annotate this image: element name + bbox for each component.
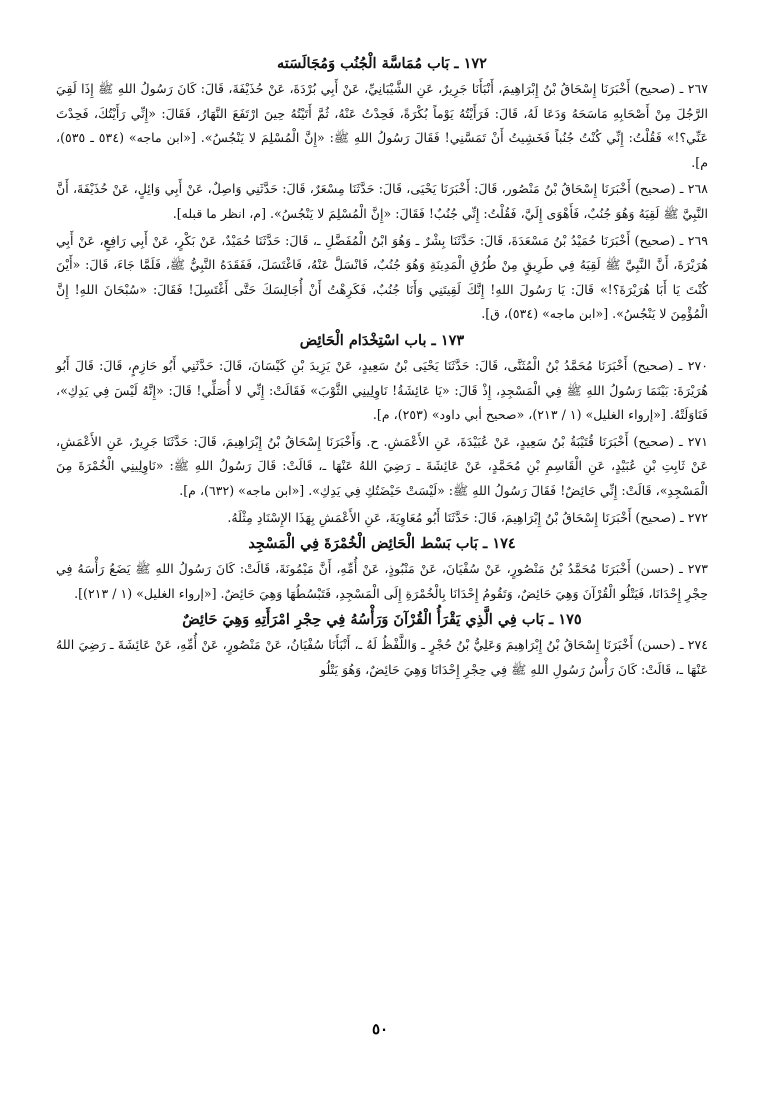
hadith-274: ٢٧٤ ـ (حسن) أَخْبَرَنَا إِسْحَاقُ بْنُ إِبْرَاهِيمَ وَعَلِيُّ بْنُ حُجْرٍ ـ وَاللَّفْظُ لَهُ ـ، أَنْبَأَنَا سُفْيَانُ، عَنْ مَنْصُورٍ، عَنْ أُمِّهِ، عَنْ عَائِشَةَ ـ رَضِيَ اللهُ عَنْهَا ـ، قَالَتْ: كَانَ رَأْسُ رَسُولِ اللهِ ﷺ فِي حِجْرِ إِحْدَانَا وَهِيَ حَائِضٌ، وَهُوَ يَتْلُو	[56, 637, 708, 677]
hadith-267: ٢٦٧ ـ (صحيح) أَخْبَرَنَا إِسْحَاقُ بْنُ إِبْرَاهِيمَ، أَنْبَأَنَا جَرِيرٌ، عَنِ الشَّيْبَانِيِّ، عَنْ أَبِي بُرْدَةَ، عَنْ حُذَيْفَةَ، قَالَ: كَانَ رَسُولُ اللهِ ﷺ إِذَا لَقِيَ الرَّجُلَ مِنْ أَصْحَابِهِ مَاسَحَهُ وَدَعَا لَهُ، قَالَ: فَرَأَيْتُهُ يَوْماً بُكْرَةً، فَحِدْتُ عَنْهُ، ثُمَّ أَتَيْتُهُ حِينَ ارْتَفَعَ النَّهَارُ، فَقَالَ: «إِنِّي رَأَيْتُكَ، فَحِدْتَ عَنِّي؟!» فَقُلْتُ: إِنِّي كُنْتُ جُنُباً فَخَشِيتُ أَنْ تَمَسَّنِي! فَقَالَ رَسُولُ اللهِ ﷺ: «إِنَّ الْمُسْلِمَ لا يَنْجُسُ». [«ابن ماجه» (٥٣٤ ـ ٥٣٥)، م].	[56, 81, 708, 170]
hadith-272: ٢٧٢ ـ (صحيح) أَخْبَرَنَا إِسْحَاقُ بْنُ إِبْرَاهِيمَ، قَالَ: حَدَّثَنَا أَبُو مُعَاوِيَةَ، عَنِ الأَعْمَشِ بِهَذَا الإِسْنَادِ مِثْلَهُ.	[227, 509, 708, 525]
chapter-heading-172: ١٧٢ ـ بَاب مُمَاسَّة الْجُنُب وَمُجَالَسَته	[277, 55, 487, 72]
hadith-271: ٢٧١ ـ (صحيح) أَخْبَرَنَا قُتَيْبَةُ بْنُ سَعِيدٍ، عَنْ عُبَيْدَةَ، عَنِ الأَعْمَشِ. ح. وَأَخْبَرَنَا إِسْحَاقُ بْنُ إِبْرَاهِيمَ، قَالَ: حَدَّثَنَا جَرِيرٌ، عَنِ الأَعْمَشِ، عَنْ ثَابِتِ بْنِ عُبَيْدٍ، عَنِ الْقَاسِمِ بْنِ مُحَمَّدٍ، عَنْ عَائِشَةَ ـ رَضِيَ اللهُ عَنْهَا ـ، قَالَتْ: قَالَ رَسُولُ اللهِ ﷺ: «نَاوِلِينِي الْخُمْرَةَ مِنَ الْمَسْجِدِ»، قَالَتْ: إِنِّي حَائِضٌ! فَقَالَ رَسُولُ اللهِ ﷺ: «لَيْسَتْ حَيْضَتُكِ فِي يَدِكِ». [«ابن ماجه» (٦٣٢)، م].	[56, 433, 709, 498]
page-number: ٥٠	[371, 1020, 389, 1038]
hadith-269: ٢٦٩ ـ (صحيح) أَخْبَرَنَا حُمَيْدُ بْنُ مَسْعَدَةَ، قَالَ: حَدَّثَنَا بِشْرٌ ـ وَهُوَ ابْنُ الْمُفَضَّلِ ـ، قَالَ: حَدَّثَنَا حُمَيْدٌ، عَنْ بَكْرٍ، عَنْ أَبِي رَافِعٍ، عَنْ أَبِي هُرَيْرَةَ، أَنَّ النَّبِيَّ ﷺ لَقِيَهُ فِي طَرِيقٍ مِنْ طُرُقِ الْمَدِينَةِ وَهُوَ جُنُبٌ، فَانْسَلَّ عَنْهُ، فَاغْتَسَلَ، فَفَقَدَهُ النَّبِيُّ ﷺ، فَلَمَّا جَاءَ، قَالَ: «أَيْنَ كُنْتَ يَا أَبَا هُرَيْرَةَ؟!» قَالَ: يَا رَسُولَ اللهِ! إِنَّكَ لَقِيتَنِي وَأَنَا جُنُبٌ، فَكَرِهْتُ أَنْ أُجَالِسَكَ حَتَّى أَغْتَسِلَ! فَقَالَ: «سُبْحَانَ اللهِ! إِنَّ الْمُؤْمِنَ لا يَنْجُسُ». [«ابن ماجه» (٥٣٤)، ق].	[56, 232, 709, 322]
hadith-270: ٢٧٠ ـ (صحيح) أَخْبَرَنَا مُحَمَّدُ بْنُ الْمُثَنَّى، قَالَ: حَدَّثَنَا يَحْيَى بْنُ سَعِيدٍ، عَنْ يَزِيدَ بْنِ كَيْسَانَ، قَالَ: حَدَّثَنِي أَبُو حَازِمٍ، قَالَ: قَالَ أَبُو هُرَيْرَةَ: بَيْنَمَا رَسُولُ اللهِ ﷺ فِي الْمَسْجِدِ، إِذْ قَالَ: «يَا عَائِشَةُ! نَاوِلِينِي الثَّوْبَ» فَقَالَتْ: إِنِّي لا أُصَلِّي! قَالَ: «إِنَّهُ لَيْسَ فِي يَدِكِ»، فَنَاوَلَتْهُ. [«إرواء الغليل» (١ / ٢١٣)، «صحيح أبي داود» (٢٥٣)، م].	[56, 357, 708, 423]
hadith-273: ٢٧٣ ـ (حسن) أَخْبَرَنَا مُحَمَّدُ بْنُ مَنْصُورٍ، عَنْ سُفْيَانَ، عَنْ مَنْبُوذٍ، عَنْ أُمِّهِ، أَنَّ مَيْمُونَةَ، قَالَتْ: كَانَ رَسُولُ اللهِ ﷺ يَضَعُ رَأْسَهُ فِي حِجْرِ إِحْدَانَا، فَيَتْلُو الْقُرْآنَ وَهِيَ حَائِضٌ، وَتَقُومُ إِحْدَانَا بِالْخُمْرَةِ إِلَى الْمَسْجِدِ، فَتَبْسُطُهَا وَهِيَ حَائِضٌ. [«إرواء الغليل» (١ / ٢١٣)].	[56, 561, 708, 601]
chapter-heading-173: ١٧٣ ـ باب اسْتِخْدَام الْحَائِض	[299, 331, 465, 349]
chapter-heading-175: ١٧٥ ـ بَاب فِي الَّذِي يَقْرَأُ الْقُرْآنَ وَرَأْسُهُ فِي حِجْرِ امْرَأَتِهِ وَهِيَ حَائِضٌ	[182, 611, 582, 629]
chapter-heading-174: ١٧٤ ـ بَاب بَسْط الْحَائِض الْخُمْرَةَ فِي الْمَسْجِد	[248, 535, 516, 553]
hadith-268: ٢٦٨ ـ (صحيح) أَخْبَرَنَا إِسْحَاقُ بْنُ مَنْصُور، قَالَ: أَخْبَرَنَا يَحْيَى، قَالَ: حَدَّثَنَا مِسْعَرٌ، قَالَ: حَدَّثَنِي وَاصِلٌ، عَنْ أَبِي وَائِلٍ، عَنْ حُذَيْفَةَ، أَنَّ النَّبِيَّ ﷺ لَقِيَهُ وَهُوَ جُنُبٌ، فَأَهْوَى إِلَيَّ، فَقُلْتُ: إِنِّي جُنُبٌ! فَقَالَ: «إِنَّ الْمُسْلِمَ لا يَنْجُسُ». [م، انظر ما قبله].	[56, 181, 708, 221]
